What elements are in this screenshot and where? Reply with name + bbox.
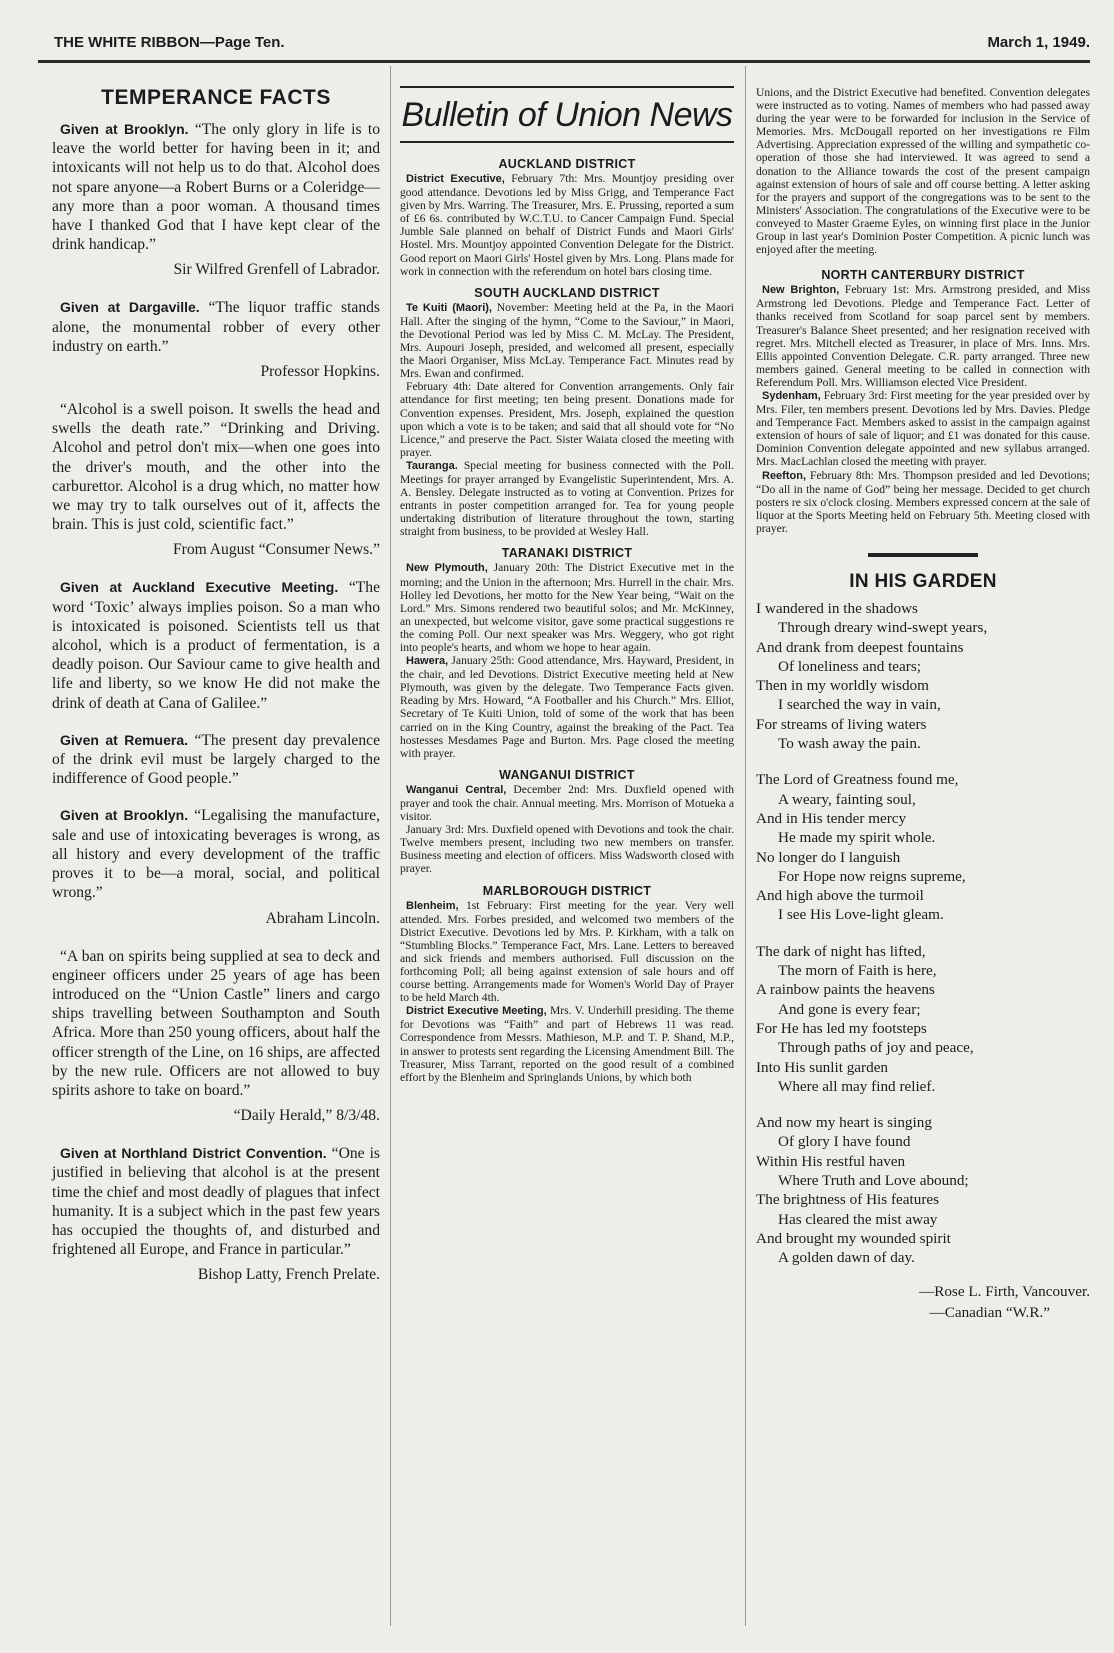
poem-line: I see His Love-light gleam. <box>778 906 944 924</box>
column-rule <box>745 66 746 1626</box>
news-item <box>756 283 1090 389</box>
fact-item <box>52 578 380 712</box>
right-column <box>756 86 1090 1323</box>
news-lead: Sydenham, <box>762 389 821 402</box>
poem-line: Where all may find relief. <box>778 1077 936 1095</box>
bulletin-column <box>400 86 734 1084</box>
news-text: November: Meeting held at the Pa, in the Maori Hall. After the singing of the hymn, “Come to the Saviour,” in Maori, the Devotional Period was led by Miss C. M. McLay. The President, Mrs. Aupouri Joseph, presided, and welcomed all present, especially the Maori Organiser, Miss McLay. Temperance Fact. Minutes read by Mrs. Ewan and confirmed. <box>400 300 734 381</box>
poem-line: The Lord of Greatness found me, <box>756 771 959 789</box>
poem-line: Of loneliness and tears; <box>778 657 921 675</box>
news-lead: New Brighton, <box>762 284 840 297</box>
poem-line: To wash away the pain. <box>778 735 921 753</box>
poem-line: The dark of night has lifted, <box>756 942 926 960</box>
news-lead: Reefton, <box>762 469 806 482</box>
news-text: Special meeting for business connected with the Poll. Meetings for prayer arranged by Evangelistic Superintendent, Mrs. A. A. Bensley. Delegate instructed as to voting at Convention. Prizes for entrants in poster competition arranged for. Tea for young people undertaking distribution of literature throughout the town, starting straight from business, to be provided at Wesley Hall. <box>400 458 734 539</box>
bulletin-title: Bulletin of Union News <box>401 96 733 134</box>
news-lead: New Plymouth, <box>406 562 488 575</box>
fact-source: From August “Consumer News.” <box>172 541 380 559</box>
poem-line: Into His sunlit garden <box>756 1058 889 1076</box>
poem-source: —Canadian “W.R.” <box>929 1303 1050 1321</box>
news-item <box>756 469 1090 535</box>
news-lead: District Executive Meeting, <box>406 1005 547 1018</box>
fact-text: “Alcohol is a swell poison. It swells the head and swells the death rate.” “Drinking and Driving. Alcohol and petrol don't mix—when one goes into the driver's mouth, and the other into the carburettor. Alcohol is a drug which, no matter how we may try to talk ourselves out of it, affects the brain. This is just cold, scientific fact.” <box>52 401 380 534</box>
fact-text: “The present day prevalence of the drink evil must be largely charged to the indifference of Good people.” <box>52 731 380 788</box>
fact-lead: Given at Northland District Convention. <box>60 1145 327 1162</box>
header-publication: THE WHITE RIBBON—Page Ten. <box>54 34 285 51</box>
bulletin-rule-top <box>400 86 734 88</box>
poem-line: For He has led my footsteps <box>756 1019 927 1037</box>
section-divider <box>868 553 978 557</box>
news-item <box>400 172 734 278</box>
news-lead: Te Kuiti (Maori), <box>406 301 492 314</box>
fact-item <box>52 1144 380 1259</box>
district-heading: TARANAKI DISTRICT <box>501 546 633 561</box>
fact-item <box>52 731 380 789</box>
poem-author: —Rose L. Firth, Vancouver. <box>919 1282 1090 1300</box>
poem-line: The morn of Faith is here, <box>778 962 937 980</box>
fact-text: “A ban on spirits being supplied at sea to deck and engineer officers under 25 years of age has been introduced on the “Union Castle” liners and cargo ships travelling between Southampton and South Africa. More than 250 young officers, about half the officer strength of the Line, on 16 ships, are affected by the new rule. Officers are not allowed to buy spirits ashore to take on board.” <box>52 947 380 1099</box>
district-heading: AUCKLAND DISTRICT <box>498 157 636 171</box>
news-item: January 3rd: Mrs. Duxfield opened with Devotions and took the chair. Twelve members present, including two new members on transfer. Business meeting and election of officers. Miss Wadsworth closed with prayer. <box>400 823 734 876</box>
news-text: December 2nd: Mrs. Duxfield opened with prayer and took the chair. Annual meeting. Mrs. Morrison of Motueka a visitor. <box>400 782 734 824</box>
district-heading: MARLBOROUGH DISTRICT <box>482 883 652 898</box>
news-text: February 8th: Mrs. Thompson presided and led Devotions; “Do all in the name of God” being her message. Decided to get church posters re six o'clock closing. Members expressed concern at the sale of liquor at the Sports Meeting held on February 5th. Meeting closed with prayer. <box>756 468 1090 535</box>
news-item <box>400 1004 734 1084</box>
news-item <box>400 301 734 381</box>
fact-lead: Given at Brooklyn. <box>60 807 189 824</box>
fact-lead: Given at Auckland Executive Meeting. <box>60 579 339 596</box>
poem-stanza <box>756 770 1090 924</box>
news-lead: Wanganui Central, <box>406 783 507 796</box>
news-lead: Blenheim, <box>406 899 459 912</box>
district-heading: SOUTH AUCKLAND DISTRICT <box>474 285 660 300</box>
poem-line: A golden dawn of day. <box>778 1249 915 1267</box>
news-item: February 4th: Date altered for Convention arrangements. Only fair attendance for first meeting; ten being present. Donations made for Convention expenses. President, Mrs. Joseph, explained the question upon which a vote is to be taken; and said that all should vote for “No Licence,” and preserve the Pact. Sister Waiata closed the meeting with prayer. <box>400 380 734 459</box>
fact-lead: Given at Dargaville. <box>60 299 200 316</box>
fact-text: “The word ‘Toxic’ always implies poison. So a man who is intoxicated is poisoned. Scientists tell us that alcohol, which is a product of fermentation, is a deadly poison. Our Saviour came to give health and life and liberty, so we know He did not make the drink of death at Cana of Galilee.” <box>52 579 380 712</box>
poem-stanza <box>756 942 1090 1096</box>
news-item <box>400 654 734 760</box>
news-text: January 25th: Good attendance, Mrs. Hayward, President, in the chair, and led Devotions. District Executive meeting held at New Plymouth, was given by the delegate. Two Temperance Facts given. Reading by Mrs. Howard, “A Footballer and his Church.” Mrs. Elliot, Secretary of Te Kuiti Union, told of some of the work that has been carried on in the King Country, against the breaking of the Pact. Tea hostesses Mesdames Page and Burton. Mrs. Page closed the meeting with prayer. <box>400 654 734 760</box>
poem-line: And gone is every fear; <box>778 1000 921 1018</box>
fact-source: Professor Hopkins. <box>260 363 380 381</box>
fact-source: “Daily Herald,” 8/3/48. <box>233 1107 380 1125</box>
district-heading: WANGANUI DISTRICT <box>499 767 635 782</box>
news-lead: Hawera, <box>406 655 449 668</box>
news-item-continued: Unions, and the District Executive had benefited. Convention delegates were instructed as to voting. Names of members who had passed away during the year were to be forwarded for inclusion in the Service of Memories. Mrs. McDougall reported on her investigations re Film Advertising. Appreciation expressed of the willing and sympathetic co-operation of those she had interviewed. It was agreed to send a donation to the Alliance towards the cost of the present campaign against extension of hours of sale and off course betting. A letter asking for the prayers and support of the congregations was to be sent to the Ministers' Association. The congratulations of the Executive were to be conveyed to Master Graeme Eyles, on winning first place in the Junior Group in last year's Dominion Poster Competition. A picnic lunch was enjoyed after the meeting. <box>756 86 1090 257</box>
header-date: March 1, 1949. <box>987 34 1090 51</box>
poem-line: Then in my worldly wisdom <box>756 677 929 695</box>
fact-item <box>52 400 380 534</box>
fact-lead: Given at Remuera. <box>60 731 189 748</box>
poem-line: And drank from deepest fountains <box>756 638 964 656</box>
poem-body <box>756 599 1090 1268</box>
poem-line: A weary, fainting soul, <box>778 790 916 808</box>
column-rule <box>390 66 391 1626</box>
poem-line: Of glory I have found <box>778 1133 911 1151</box>
poem-line: Where Truth and Love abound; <box>778 1172 969 1190</box>
poem-title: IN HIS GARDEN <box>849 571 997 592</box>
news-text: 1st February: First meeting for the year. Very well attended. Mrs. Forbes presided, and welcomed two members of the District Executive. Devotions led by Mrs. P. Kirkham, with a talk on “Stumbling Blocks.” Temperance Fact, Mrs. Lane. Letters to bereaved and sick friends and members authorised. Full discussion on the forthcoming Poll; all being against extension of sale hours and off course betting. Arrangements made for Women's World Day of Prayer to be held March 4th. <box>400 898 734 1005</box>
poem-stanza <box>756 599 1090 753</box>
fact-text: “The only glory in life is to leave the world better for having been in it; and intoxicants will not help us to do that. Alcohol does not spare anyone—a Robert Burns or a Coleridge—any more than a poor woman. A thousand times have I thanked God that I have kept clear of the drink handicap.” <box>52 121 381 254</box>
fact-text: “Legalising the manufacture, sale and use of intoxicating beverages is wrong, as all history and every development of the traffic proves it to be—a moral, social, and political wrong.” <box>52 807 380 902</box>
poem-line: Within His restful haven <box>756 1152 906 1170</box>
poem-line: The brightness of His features <box>756 1191 940 1209</box>
fact-source: Sir Wilfred Grenfell of Labrador. <box>173 261 380 279</box>
poem-line: And in His tender mercy <box>756 809 907 827</box>
bulletin-rule-bottom <box>400 141 734 143</box>
poem-line: No longer do I languish <box>756 848 901 866</box>
poem-stanza <box>756 1113 1090 1267</box>
news-item <box>756 389 1090 469</box>
fact-source: Abraham Lincoln. <box>265 909 380 927</box>
fact-text: “The liquor traffic stands alone, the monumental robber of every other industry on earth.” <box>52 299 380 355</box>
poem-line: And now my heart is singing <box>756 1114 932 1132</box>
news-text: February 1st: Mrs. Armstrong presided, and Miss Armstrong led Devotions. Pledge and Temperance Fact. Letter of thanks received from Scotland for soap parcel sent by members. Treasurer's Balance Sheet presented; and her resignation received with regret. Mrs. Mitchell elected as Treasurer, in place of Mrs. Inns. Mrs. Ellis appointed Convention Delegate. C.R. party arranged. Three new members gained. General meeting to be called in connection with Referendum Poll. Mrs. Williamson elected Vice President. <box>756 283 1090 389</box>
fact-source: Bishop Latty, French Prelate. <box>197 1266 380 1284</box>
news-item <box>400 561 734 654</box>
poem-line: I wandered in the shadows <box>756 600 918 617</box>
news-text: February 3rd: First meeting for the year presided over by Mrs. Filer, ten members present. Devotions led by Mrs. Davies. Pledge and Temperance Fact. Members asked to assist in the campaign against extension of hours of sale of liquor; and £1 was donated for this cause. Dominion Convention delegate appointed and new syllabus arranged. Mrs. MacLachlan closed the meeting with prayer. <box>756 388 1090 469</box>
fact-item <box>52 806 380 902</box>
news-item <box>400 459 734 539</box>
temperance-title: TEMPERANCE FACTS <box>101 86 331 109</box>
news-text: February 7th: Mrs. Mountjoy presiding over good attendance. Devotions led by Miss Grigg, and Temperance Fact given by Mrs. Warring. The Treasurer, Mrs. E. Prussing, reported a sum of £6 6s. contributed by W.C.T.U. to Cancer Campaign Fund. Special Jumble Sale planned on behalf of District Funds and Maori Girls' Hostel. Mrs. Mountjoy appointed Convention Delegate for the District. Good report on Maori Girls' Hostel given by Mrs. Long. Plans made for work in connection with the referendum on hotel bars closing time. <box>400 172 734 278</box>
fact-text: “One is justified in believing that alcohol is at the present time the chief and most deadly of plagues that infect humanity. It is a subject which in the past few years has occupied the thoughts of, and disturbed and frightened all Europe, and France in particular.” <box>52 1145 380 1259</box>
fact-item <box>52 947 380 1101</box>
page-header <box>38 32 1090 54</box>
header-rule <box>38 60 1090 63</box>
news-item <box>400 783 734 823</box>
poem-line: For streams of living waters <box>756 715 927 733</box>
news-lead: District Executive, <box>406 173 505 185</box>
poem-line: Through paths of joy and peace, <box>778 1039 974 1057</box>
poem-line: I searched the way in vain, <box>778 696 941 714</box>
district-heading: NORTH CANTERBURY DISTRICT <box>821 268 1025 283</box>
poem-line: Through dreary wind-swept years, <box>778 619 988 637</box>
poem-line: Has cleared the mist away <box>778 1210 938 1228</box>
poem-line: He made my spirit whole. <box>778 829 936 847</box>
news-lead: Tauranga. <box>406 459 458 472</box>
fact-item <box>52 120 380 254</box>
fact-lead: Given at Brooklyn. <box>60 121 189 137</box>
poem-line: For Hope now reigns supreme, <box>778 867 966 885</box>
fact-item <box>52 298 380 356</box>
poem-line: A rainbow paints the heavens <box>756 981 935 999</box>
news-item <box>400 899 734 1005</box>
poem-line: And brought my wounded spirit <box>756 1229 951 1247</box>
news-text: January 20th: The District Executive met in the morning; and the Union in the afternoon; Mrs. Hurrell in the chair. Mrs. Holley led Devotions, her motto for the New Year being, “Wait on the Lord.” Mrs. Simons rendered two beautiful solos; and Mr. McKinney, an unexpected, but welcome visitor, gave some practical suggestions re the coming Poll. Our next speaker was Mrs. Weggery, who got right into people's hearts, and whom we hope to hear again. <box>400 561 734 654</box>
news-text: Mrs. V. Underhill presiding. The theme for Devotions was “Faith” and part of Hebrews 11 was read. Correspondence from Messrs. Mathieson, M.P. and T. P. Shand, M.P., in answer to protests sent regarding the Licensing Amendment Bill. The Treasurer, Miss Tarrant, reported on the good result of a combined effort by the Blenheim and Springlands Unions, by which both <box>400 1004 734 1084</box>
temperance-facts-column <box>52 86 380 1303</box>
poem-line: And high above the turmoil <box>756 887 924 905</box>
